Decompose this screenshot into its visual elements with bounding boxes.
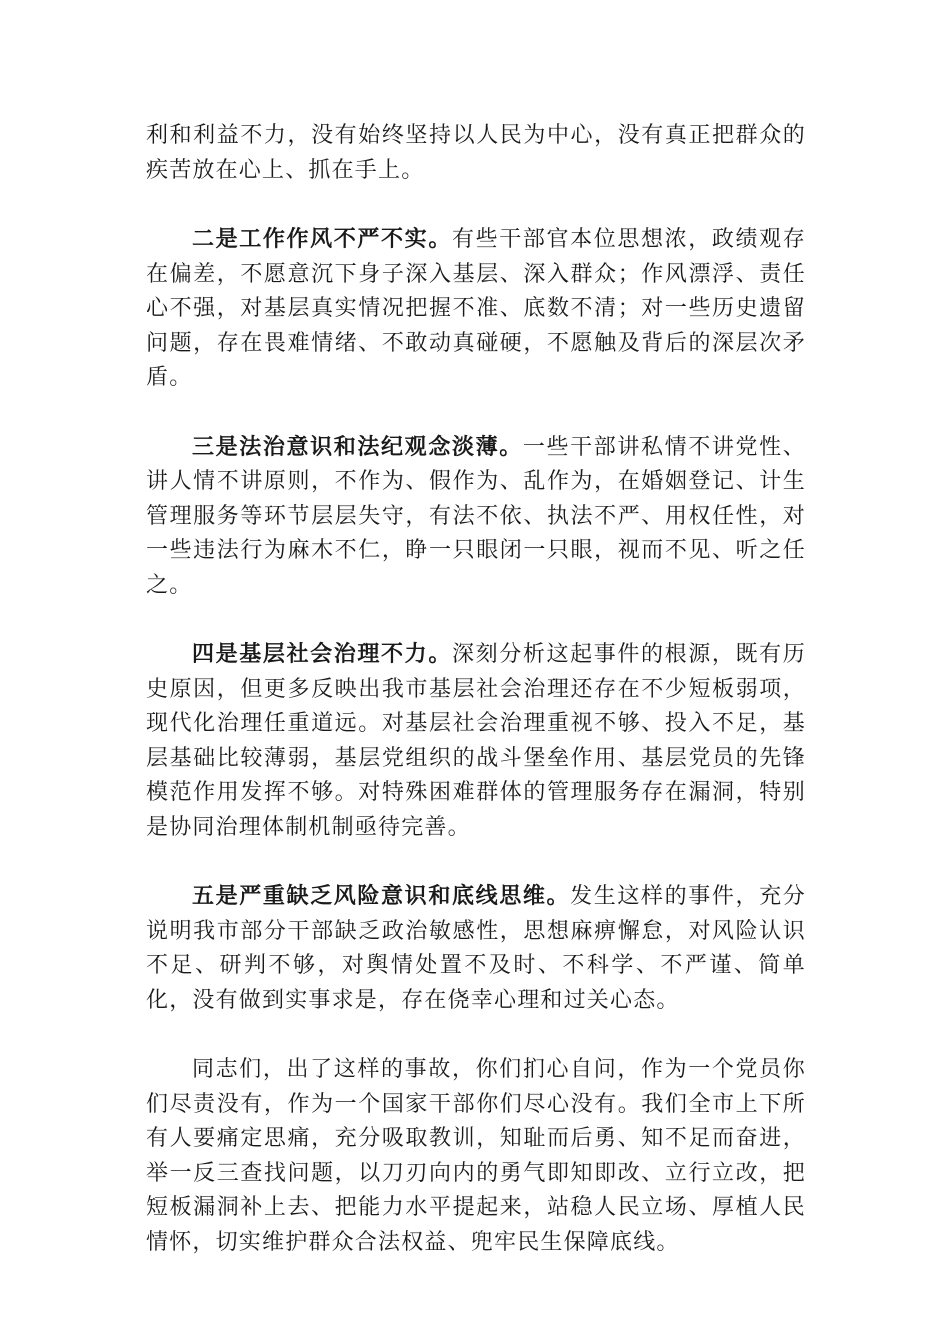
paragraph-3 xyxy=(146,430,806,604)
paragraph-text: 深刻分析这起事件的根源，既有历史原因，但更多反映出我市基层社会治理还存在不少短板弱项，现代化治理任重道远。对基层社会治理重视不够、投入不足，基层基础比较薄弱，基层党组织的战斗堡垒作用、基层党员的先锋模范作用发挥不够。对特殊困难群体的管理服务存在漏洞，特别是协同治理体制机制亟待完善。 xyxy=(146,642,806,840)
paragraph-text: 有些干部官本位思想浓，政绩观存在偏差，不愿意沉下身子深入基层、深入群众；作风漂浮、责任心不强，对基层真实情况把握不准、底数不清；对一些历史遗留问题，存在畏难情绪、不敢动真碰硬，不愿触及背后的深层次矛盾。 xyxy=(146,227,806,390)
paragraph-lead: 四是基层社会治理不力。 xyxy=(192,641,452,667)
paragraph-text: 发生这样的事件，充分说明我市部分干部缺乏政治敏感性，思想麻痹懈怠，对风险认识不足、研判不够，对舆情处置不及时、不科学、不严谨、简单化，没有做到实事求是，存在侥幸心理和过关心态。 xyxy=(146,884,806,1013)
paragraph-text: 利和利益不力，没有始终坚持以人民为中心，没有真正把群众的疾苦放在心上、抓在手上。 xyxy=(146,123,806,183)
paragraph-5 xyxy=(146,879,806,1018)
paragraph-text: 一些干部讲私情不讲党性、讲人情不讲原则，不作为、假作为、乱作为，在婚姻登记、计生管理服务等环节层层失守，有法不依、执法不严、用权任性，对一些违法行为麻木不仁，睁一只眼闭一只眼，视而不见、听之任之。 xyxy=(146,434,806,598)
paragraph-lead: 五是严重缺乏风险意识和底线思维。 xyxy=(192,883,571,909)
paragraph-6 xyxy=(146,1052,806,1260)
paragraph-1 xyxy=(146,118,806,188)
paragraph-4 xyxy=(146,637,806,845)
paragraph-text: 同志们，出了这样的事故，你们扪心自问，作为一个党员你们尽责没有，作为一个国家干部你们尽心没有。我们全市上下所有人要痛定思痛，充分吸取教训，知耻而后勇、知不足而奋进，举一反三查找问题，以刀刃向内的勇气即知即改、立行立改，把短板漏洞补上去、把能力水平提起来，站稳人民立场、厚植人民情怀，切实维护群众合法权益、兜牢民生保障底线。 xyxy=(146,1057,806,1255)
document-page xyxy=(146,118,806,1294)
paragraph-lead: 三是法治意识和法纪观念淡薄。 xyxy=(192,433,523,460)
paragraph-lead: 二是工作作风不严不实。 xyxy=(192,226,452,252)
paragraph-2 xyxy=(146,222,806,396)
